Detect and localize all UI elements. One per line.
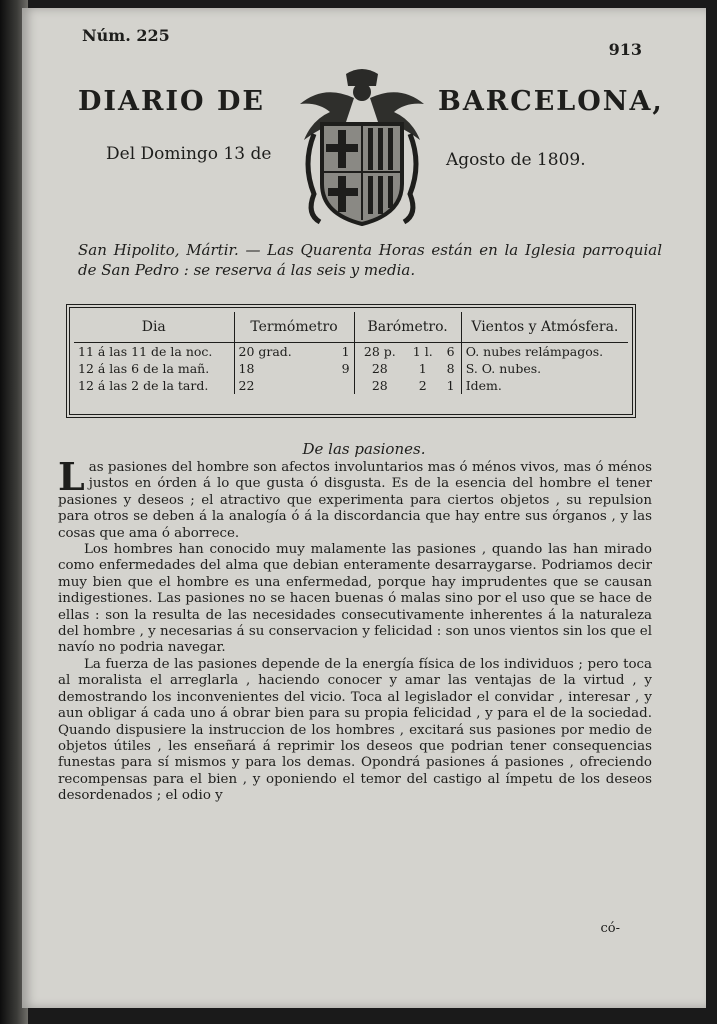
cell-barometro-lineas: 1 l. <box>412 343 433 359</box>
header-barometro: Barómetro. <box>354 312 461 342</box>
cell-barometro-pulgadas: 28 p. <box>363 343 396 359</box>
header-termometro: Termómetro <box>234 312 354 342</box>
cell-vientos: S. O. nubes. <box>465 360 542 376</box>
cell-barometro-fraction: 1 <box>440 377 461 394</box>
paragraph: Los hombres han conocido muy malamente las pasiones , quando las han mirado como enfermedades del alma que debian enteramente desarraygarse. Podriamos decir muy bien que el hombre es una enfermedad, porque hay imprudentes que se causan indigestiones. Las pasiones no se hacen buenas ó malas sino por el uso que se hace de ellas : son la resulta de las necesidades consecutivamente inherentes á la naturaleza del hombre , y necesarias á su conservacion y felicidad : son unos vientos sin los que el navío no podria navegar. <box>58 542 652 656</box>
cell-dia: 12 á las 6 de la mañ. <box>74 360 234 377</box>
saint-of-day-notice: San Hipolito, Mártir. — Las Quarenta Horas están en la Iglesia parroquial de San Pedro : se reserva á las seis y media. <box>78 241 662 279</box>
drop-cap: L <box>58 454 85 499</box>
page-number: 913 <box>608 40 642 59</box>
header-vientos: Vientos y Atmósfera. <box>461 312 628 342</box>
cell-termometro-fraction <box>329 377 354 394</box>
cell-barometro-fraction: 6 <box>440 342 461 360</box>
table-row <box>74 360 628 377</box>
cell-dia: 11 á las 11 de la noc. <box>74 342 234 360</box>
catchword: có- <box>600 921 620 936</box>
cell-barometro-pulgadas: 28 <box>371 360 388 376</box>
cell-termometro-fraction: 9 <box>329 360 354 377</box>
article-title: De las pasiones. <box>302 440 426 458</box>
date-right: Agosto de 1809. <box>446 150 586 170</box>
paragraph: La fuerza de las pasiones depende de la energía física de los individuos ; pero toca al moralista el arreglarla , haciendo conocer y amar las ventajas de la virtud , y demostrando los inconvenientes del vicio. Toca al legislador el convidar , interesar , y aun obligar á cada uno á obrar bien para su propia felicidad , y para el de la sociedad. Quando dispusiere la instruccion de los hombres , excitará sus pasiones por medio de objetos útiles , les enseñará á reprimir los deseos que podrian tener consequencias funestas para sí mismos y para los demas. Opondrá pasiones á pasiones , ofreciendo recompensas para el bien , y oponiendo el temor del castigo al ímpetu de los deseos desordenados ; el odio y <box>58 656 652 804</box>
cell-termometro-fraction: 1 <box>329 342 354 360</box>
cell-barometro-pulgadas: 28 <box>371 377 388 393</box>
coat-of-arms-icon <box>284 64 440 228</box>
weather-table <box>74 312 628 394</box>
cell-barometro-lineas: 1 <box>418 360 427 376</box>
cell-termometro: 18 <box>238 360 255 376</box>
cell-termometro: 20 grad. <box>238 343 292 359</box>
table-row <box>74 377 628 394</box>
paragraph <box>58 454 652 542</box>
header-dia: Dia <box>74 312 234 342</box>
article-body <box>58 454 652 805</box>
masthead-left: DIARIO DE <box>78 86 265 117</box>
cell-vientos: Idem. <box>465 377 502 393</box>
cell-barometro-lineas: 2 <box>418 377 427 393</box>
date-left: Del Domingo 13 de <box>106 144 272 164</box>
newspaper-page <box>22 8 706 1008</box>
weather-table-frame <box>66 304 636 418</box>
issue-number: Núm. 225 <box>82 26 170 45</box>
masthead-right: BARCELONA, <box>438 86 664 117</box>
table-row <box>74 342 628 360</box>
paragraph-text: as pasiones del hombre son afectos involuntarios mas ó ménos vivos, mas ó ménos justos en órden á lo que gusta ó disgusta. Es de la esencia del hombre el tener pasiones y deseos ; el atractivo que experimenta para ciertos objetos , su repulsion para otros se deben á la analogía ó á la discordancia que hay entre sus órganos , y las cosas que ama ó aborrece. <box>58 460 652 541</box>
cell-vientos: O. nubes relámpagos. <box>465 343 604 359</box>
cell-barometro-fraction: 8 <box>440 360 461 377</box>
cell-dia: 12 á las 2 de la tard. <box>74 377 234 394</box>
cell-termometro: 22 <box>238 377 255 393</box>
